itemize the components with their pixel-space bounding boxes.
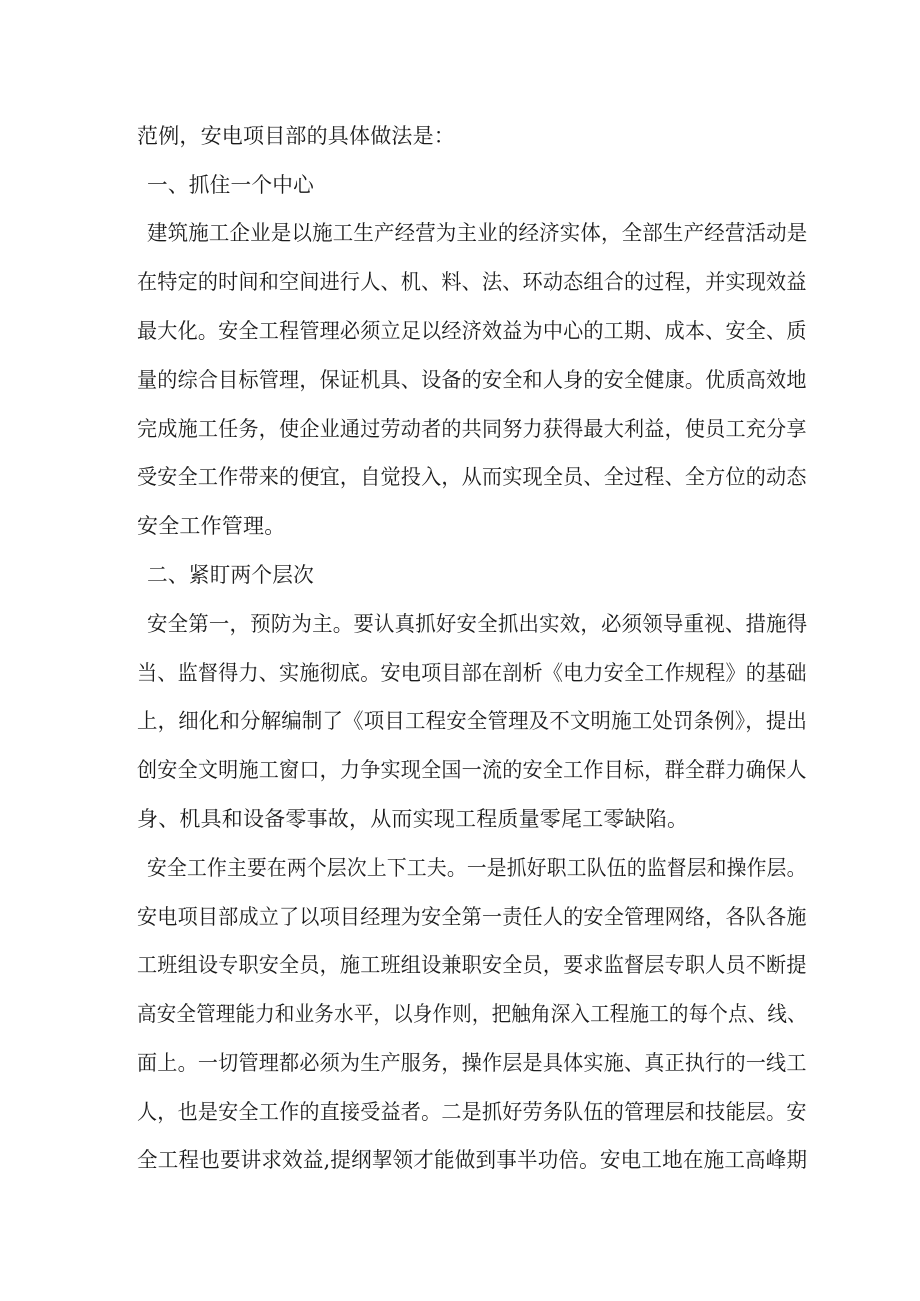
text-line: 人，也是安全工作的直接受益者。二是抓好劳务队伍的管理层和技能层。安 [137, 1100, 807, 1124]
text-line: 上，细化和分解编制了《项目工程安全管理及不文明施工处罚条例》，提出 [137, 709, 808, 733]
text-line: 量的综合目标管理，保证机具、设备的安全和人身的安全健康。优质高效地 [137, 368, 807, 392]
text-line: 创安全文明施工窗口，力争实现全国一流的安全工作目标，群全群力确保人 [137, 758, 807, 782]
text-line: 在特定的时间和空间进行人、机、料、法、环动态组合的过程，并实现效益 [137, 270, 807, 294]
text-line: 受安全工作带来的便宜，自觉投入，从而实现全员、全过程、全方位的动态 [137, 465, 807, 489]
text-line: 当、监督得力、实施彻底。安电项目部在剖析《电力安全工作规程》的基础 [137, 661, 807, 685]
section-heading: 二、紧盯两个层次 [147, 563, 315, 587]
text-line: 安全工作主要在两个层次上下工夫。一是抓好职工队伍的监督层和操作层。 [147, 856, 807, 880]
text-line: 面上。一切管理都必须为生产服务，操作层是具体实施、真正执行的一线工 [137, 1051, 807, 1075]
text-line: 安全工作管理。 [137, 514, 286, 538]
text-line: 工班组设专职安全员，施工班组设兼职安全员，要求监督层专职人员不断提 [137, 953, 807, 977]
text-line: 安全第一，预防为主。要认真抓好安全抓出实效，必须领导重视、措施得 [147, 612, 808, 636]
text-line: 高安全管理能力和业务水平，以身作则，把触角深入工程施工的每个点、线、 [137, 1002, 807, 1026]
section-heading: 一、抓住一个中心 [147, 173, 315, 197]
text-line: 全工程也要讲求效益,提纲挈领才能做到事半功倍。安电工地在施工高峰期 [137, 1148, 808, 1172]
text-line: 完成施工任务，使企业通过劳动者的共同努力获得最大利益，使员工充分享 [137, 417, 807, 441]
text-line: 安电项目部成立了以项目经理为安全第一责任人的安全管理网络，各队各施 [137, 905, 807, 929]
text-line: 最大化。安全工程管理必须立足以经济效益为中心的工期、成本、安全、质 [137, 319, 807, 343]
text-line: 身、机具和设备零事故，从而实现工程质量零尾工零缺陷。 [137, 807, 689, 831]
text-line: 建筑施工企业是以施工生产经营为主业的经济实体，全部生产经营活动是 [147, 221, 808, 245]
text-line: 范例，安电项目部的具体做法是： [137, 124, 455, 148]
